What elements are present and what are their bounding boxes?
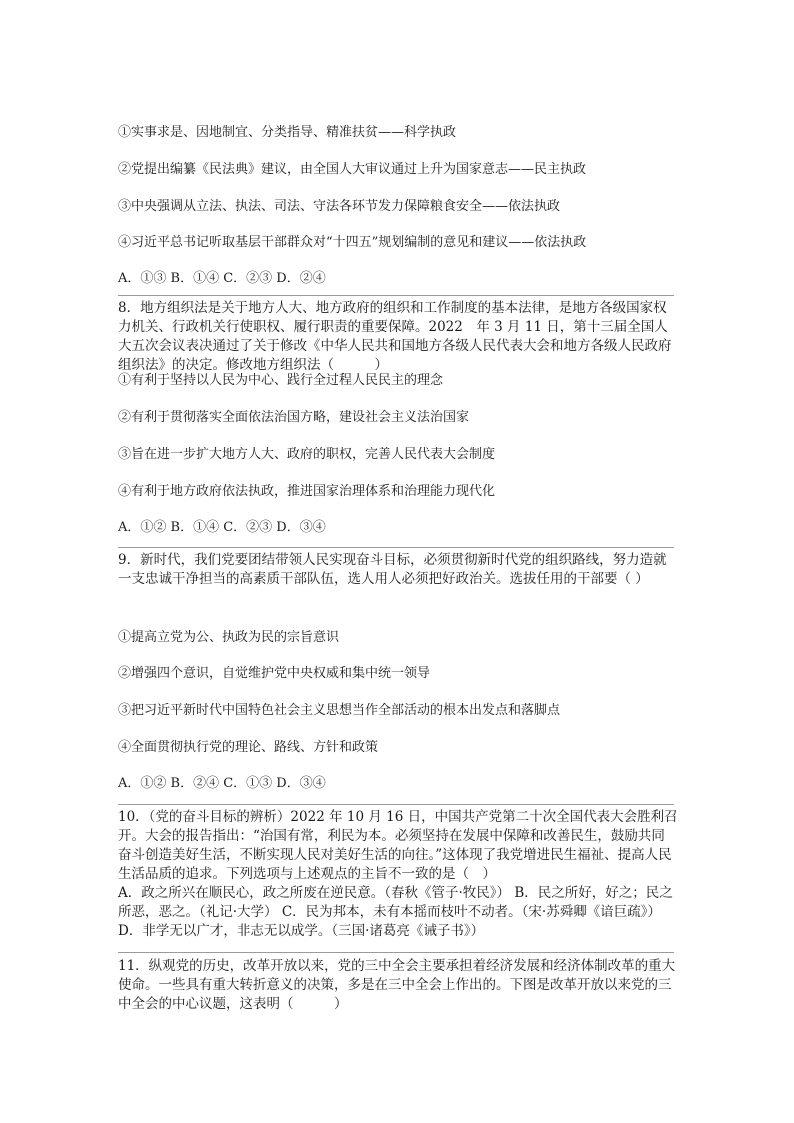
- divider: [118, 952, 674, 953]
- q8-answer-choices: A．①② B．①④ C．②③ D．③④: [118, 520, 326, 535]
- divider: [118, 547, 674, 548]
- q9-stem: 9．新时代，我们党要团结带领人民实现奋斗目标，必须贯彻新时代党的组织路线，努力造就一支忠诚干净担当的高素质干部队伍，选人用人必须把好政治关。选拔任用的干部要（ ）: [118, 552, 667, 587]
- q8-option-1: ①有利于坚持以人民为中心、践行全过程人民民主的理念: [118, 373, 444, 388]
- q7-option-3: ③中央强调从立法、执法、司法、守法各环节发力保障粮食安全——依法执政: [118, 199, 561, 214]
- q7-option-4: ④习近平总书记听取基层干部群众对“十四五”规划编制的意见和建议——依法执政: [118, 235, 587, 250]
- divider: [118, 295, 674, 296]
- q9-option-4: ④全面贯彻执行党的理论、路线、方针和政策: [118, 740, 379, 755]
- q9-answer-choices: A．①② B．②④ C．①③ D．③④: [118, 776, 326, 791]
- q7-answer-choices: A．①③ B．①④ C．②③ D．②④: [118, 271, 326, 286]
- q7-option-2: ②党提出编纂《民法典》建议，由全国人大审议通过上升为国家意志——民主执政: [118, 162, 587, 177]
- q7-option-1: ①实事求是、因地制宜、分类指导、精准扶贫——科学执政: [118, 125, 457, 140]
- q8-option-2: ②有利于贯彻落实全面依法治国方略，建设社会主义法治国家: [118, 410, 470, 425]
- q10-answer-choices: A．政之所兴在顺民心，政之所废在逆民意。（春秋《管子·牧民》） B．民之所好，好之；民之所恶，恶之。（礼记·大学） C．民为邦本，未有本摇而枝叶不动者。（宋·苏舜卿《谙巨疏》） D．非学无以广才，非志无以成学。（三国·诸葛亮《诫子书》）: [118, 885, 673, 939]
- q11-stem: 11．纵观党的历史，改革开放以来，党的三中全会主要承担着经济发展和经济体制改革的重大使命。一些具有重大转折意义的决策，多是在三中全会上作出的。下图是改革开放以来党的三中全会的中心议题，这表明（ ）: [118, 958, 676, 1012]
- divider: [118, 804, 674, 805]
- q9-option-3: ③把习近平新时代中国特色社会主义思想当作全部活动的根本出发点和落脚点: [118, 703, 561, 718]
- q9-option-2: ②增强四个意识，自觉维护党中央权威和集中统一领导: [118, 666, 431, 681]
- q8-stem: 8．地方组织法是关于地方人大、地方政府的组织和工作制度的基本法律，是地方各级国家权力机关、行政机关行使职权、履行职责的重要保障。2022 年 3 月 11 日，第十三届全国人大五次会议表决通过了关于修改《中华人民共和国地方各级人民代表大会和地方各级人民政府组织法》的决定。修改地方组织法（ ）: [118, 300, 672, 373]
- q9-option-1: ①提高立党为公、执政为民的宗旨意识: [118, 630, 340, 645]
- q8-option-4: ④有利于地方政府依法执政，推进国家治理体系和治理能力现代化: [118, 484, 496, 499]
- q8-option-3: ③旨在进一步扩大地方人大、政府的职权，完善人民代表大会制度: [118, 447, 496, 462]
- q10-stem: 10．（党的奋斗目标的辨析）2022 年 10 月 16 日，中国共产党第二十次全国代表大会胜利召开。大会的报告指出：“治国有常，利民为本。必须坚持在发展中保障和改善民生，鼓励共同奋斗创造美好生活，不断实现人民对美好生活的向往。”这体现了我党增进民生福祉、提高人民生活品质的追求。下列选项与上述观点的主旨不一致的是（ ）: [118, 809, 678, 882]
